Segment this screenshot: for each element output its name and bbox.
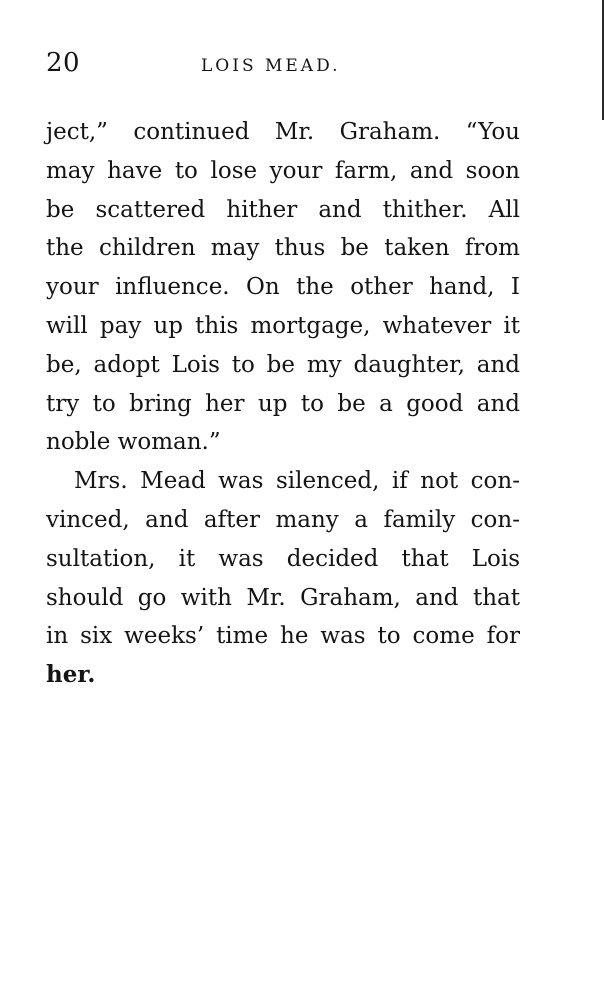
text-line: noble woman.” <box>46 429 221 456</box>
text-line: may have to lose your farm, and soon <box>46 157 520 184</box>
text-line: vinced, and after many a family con- <box>46 506 520 533</box>
paragraph-1 <box>46 113 520 462</box>
body-text <box>46 113 520 695</box>
text-line: her. <box>46 661 96 689</box>
page-header <box>46 46 558 82</box>
page-number: 20 <box>46 48 81 78</box>
text-line: in six weeks’ time he was to come for <box>46 623 520 650</box>
text-line: the children may thus be taken from <box>46 235 520 262</box>
text-line: will pay up this mortgage, whatever it <box>46 312 520 339</box>
text-line: your influence. On the other hand, I <box>46 274 520 301</box>
text-line: be, adopt Lois to be my daughter, and <box>46 351 520 378</box>
text-line: should go with Mr. Graham, and that <box>46 584 520 611</box>
text-line: sultation, it was decided that Lois <box>46 545 520 572</box>
text-line: be scattered hither and thither. All <box>46 196 520 223</box>
text-line: try to bring her up to be a good and <box>46 390 520 417</box>
running-head: LOIS MEAD. <box>201 56 341 76</box>
text-line: ject,” continued Mr. Graham. “You <box>46 119 520 145</box>
paragraph-2 <box>46 462 520 695</box>
text-line: Mrs. Mead was silenced, if not con- <box>74 468 520 495</box>
